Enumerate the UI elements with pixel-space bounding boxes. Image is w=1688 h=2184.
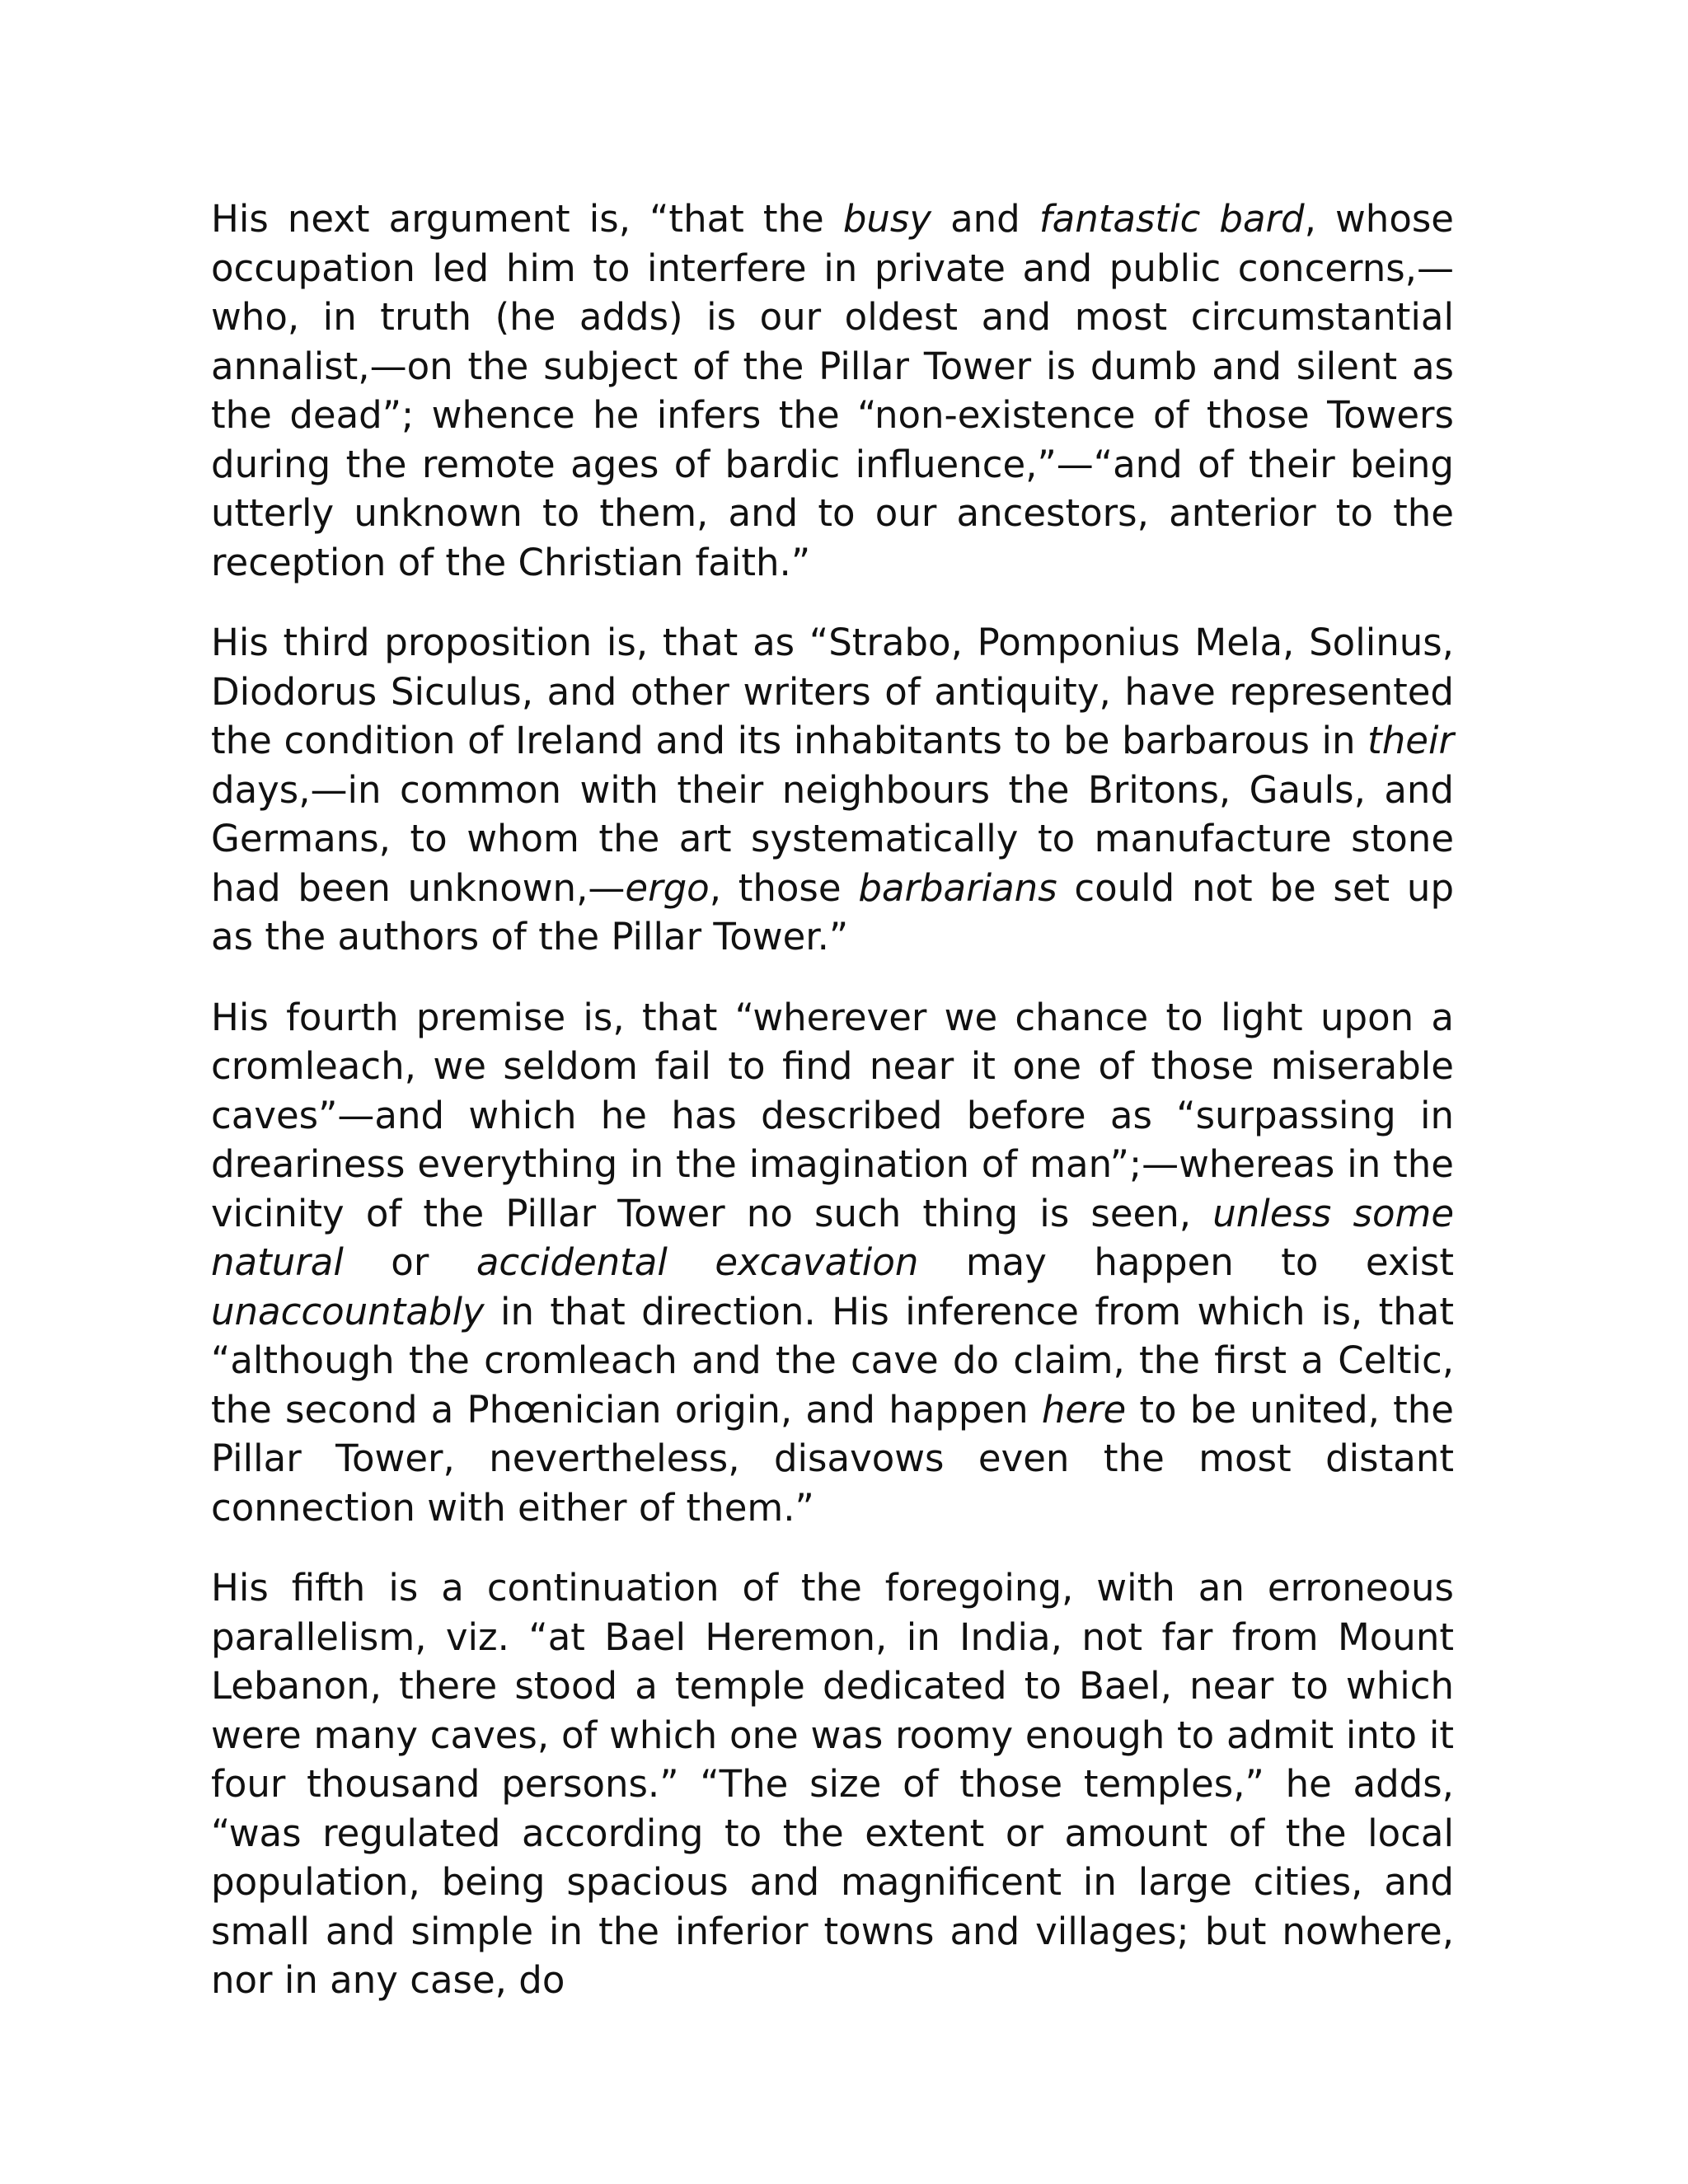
- text-run: in that direction. His inference from which is, that “although the cromleach and the cave do claim, the first a Celtic, the second a Phœnician origin, and happen: [211, 1289, 1454, 1432]
- italic-text-run: unaccountably: [211, 1289, 485, 1333]
- paragraph-4: [211, 1563, 1454, 2005]
- text-run: His third proposition is, that as “Strabo, Pomponius Mela, Solinus, Diodorus Siculus, and other writers of antiquity, have represented the condition of Ireland and its inhabitants to be barbarous in: [211, 621, 1454, 762]
- text-run: may happen to exist: [918, 1240, 1454, 1284]
- text-run: His next argument is, “that the: [211, 197, 843, 241]
- italic-text-run: busy: [842, 197, 931, 241]
- italic-text-run: unless some natural: [211, 1191, 1455, 1284]
- text-run: , whose occupation led him to interfere in private and public concerns,—who, in truth (he adds) is our oldest and most circumstantial annalist,—on the subject of the Pillar Tower is dumb and silent as the dead”; whence he infers the “non-existence of those Towers during the remote ages of bardic influence,”—“and of their being utterly unknown to them, and to our ancestors, anterior to the reception of the Christian faith.”: [211, 197, 1454, 584]
- italic-text-run: here: [1041, 1387, 1127, 1432]
- paragraph-1: [211, 194, 1454, 587]
- text-run: and: [931, 197, 1039, 241]
- text-run: to be united, the Pillar Tower, nevertheless, disavows even the most distant connection with either of them.”: [211, 1387, 1454, 1530]
- text-run: days,—in common with their neighbours the Britons, Gauls, and Germans, to whom the art systematically to manufacture stone had been unknown,—: [211, 767, 1454, 910]
- italic-text-run: accidental excavation: [476, 1240, 919, 1284]
- text-run: or: [343, 1240, 476, 1284]
- paragraph-3: [211, 993, 1454, 1533]
- paragraph-2: [211, 618, 1454, 962]
- text-run: , those: [709, 865, 859, 910]
- italic-text-run: fantastic bard: [1039, 197, 1305, 241]
- italic-text-run: barbarians: [858, 865, 1057, 910]
- italic-text-run: their: [1367, 719, 1454, 762]
- text-run: His fourth premise is, that “wherever we chance to light upon a cromleach, we seldom fail to find near it one of those miserable caves”—and which he has described before as “surpassing in dreariness everything in the imagination of man”;—whereas in the vicinity of the Pillar Tower no such thing is seen,: [211, 995, 1454, 1235]
- text-run: could not be set up as the authors of the Pillar Tower.”: [211, 865, 1455, 958]
- italic-text-run: ergo: [625, 865, 710, 910]
- text-run: His fifth is a continuation of the foregoing, with an erroneous parallelism, viz. “at Bael Heremon, in India, not far from Mount Lebanon, there stood a temple dedicated to Bael, near to which were many caves, of which one was roomy enough to admit into it four thousand persons.” “The size of those temples,” he adds, “was regulated according to the extent or amount of the local population, being spacious and magnificent in large cities, and small and simple in the inferior towns and villages; but nowhere, nor in any case, do: [211, 1566, 1454, 2002]
- page-body: [211, 194, 1454, 2036]
